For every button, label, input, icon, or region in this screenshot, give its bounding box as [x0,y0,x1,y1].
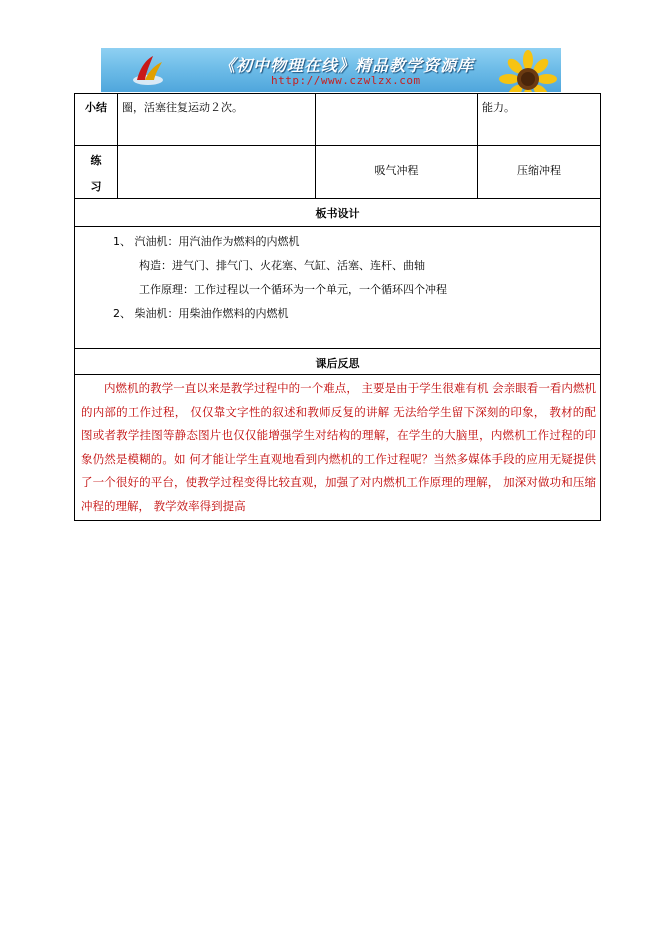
row-divider [75,198,600,199]
summary-right-text: 能力。 [482,101,515,114]
intake-stroke-label: 吸气冲程 [374,164,419,177]
board-line: 1、 汽油机：用汽油作为燃料的内燃机 [113,235,300,248]
summary-text: 圈，活塞往复运动２次。 [122,101,243,114]
practice-label-bottom: 习 [90,180,102,193]
col-divider [477,94,478,198]
row-divider [75,145,600,146]
header-banner [101,48,561,92]
logo-icon [131,54,165,86]
banner-url: http://www.czwlzx.com [271,74,421,87]
lesson-table [74,93,601,521]
practice-label-top: 练 [90,154,102,167]
compression-stroke-label: 压缩冲程 [517,164,561,177]
banner-title: 《初中物理在线》精品教学资源库 [219,56,475,75]
board-line: 工作原理：工作过程以一个循环为一个单元，一个循环四个冲程 [139,283,447,296]
row-divider [75,226,600,227]
reflection-text: 内燃机的教学一直以来是教学过程中的一个难点， 主要是由于学生很难有机 会亲眼看一看内燃机的内部的工作过程， 仅仅靠文字性的叙述和教师反复的讲解 无法给学生留下深刻的印象， 教材的配图或者教学挂图等静态图片也仅仅能增强学生对结构的理解，在学生的大脑里，内燃机工作过程的印象仍然是模糊的。如 何才能让学生直观地看到内燃机的工作过程呢？当然多媒体手段的应用无疑提供了一个很好的平台，使教学过程变得比较直观，加强了对内燃机工作原理的理解， 加深对做功和压缩冲程的理解， 教学效率得到提高 [81,381,596,513]
col-divider [315,94,316,198]
board-line: 2、 柴油机：用柴油作燃料的内燃机 [113,307,289,320]
sunflower-icon [499,50,557,92]
summary-label: 小结 [85,101,107,114]
col-divider [117,94,118,198]
row-divider [75,348,600,349]
board-design-header: 板书设计 [315,207,360,220]
row-divider [75,374,600,375]
board-line: 构造：进气门、排气门、火花塞、气缸、活塞、连杆、曲轴 [139,259,425,272]
reflection-header: 课后反思 [315,357,360,370]
